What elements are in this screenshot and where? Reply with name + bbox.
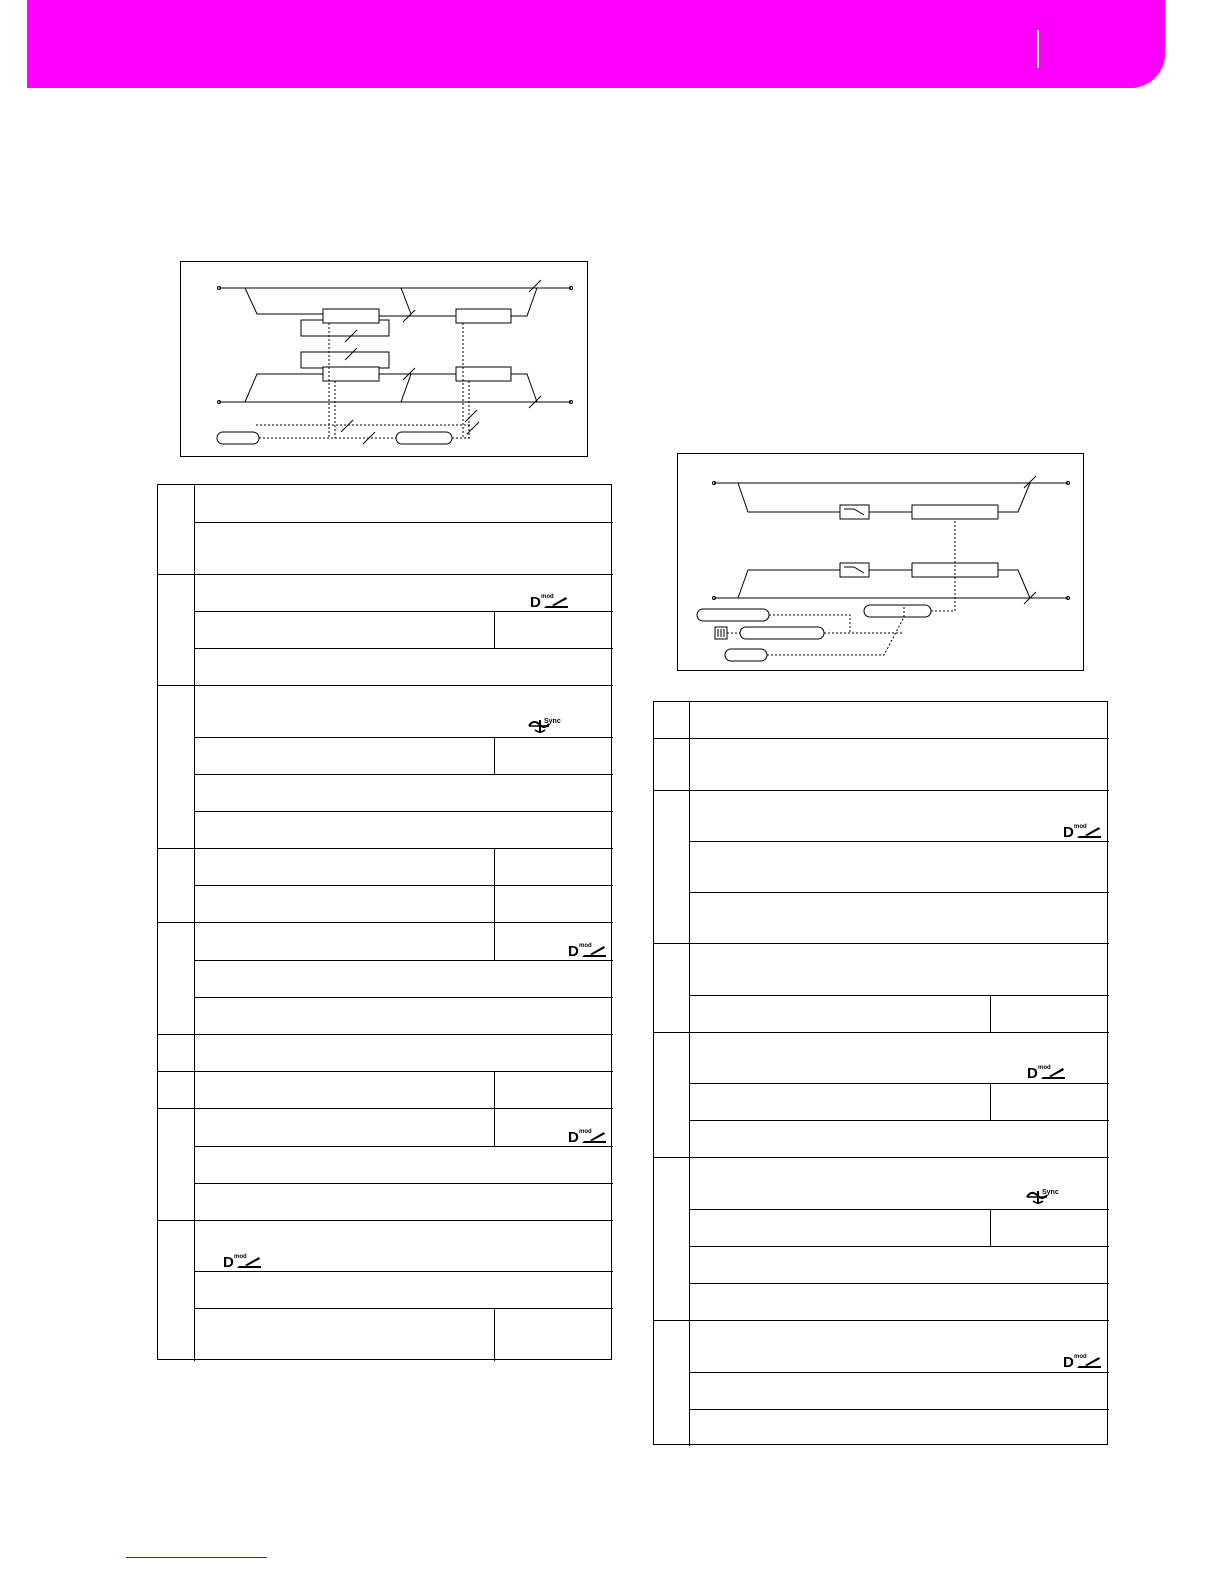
svg-text:mod: mod [1038, 1065, 1051, 1071]
d-mod-icon [223, 1251, 263, 1269]
left-table-group-separator [158, 922, 613, 923]
right-table-row-separator [689, 1209, 1109, 1210]
svg-text:D: D [1063, 824, 1074, 839]
left-table-value-divider [494, 611, 495, 648]
svg-text:D: D [530, 594, 541, 609]
left-table-row-separator [194, 1308, 613, 1309]
header-divider [1037, 30, 1039, 68]
right-table-row-separator [689, 1120, 1109, 1121]
left-table-value-divider [494, 737, 495, 774]
right-table-value-divider [990, 1209, 991, 1246]
left-table-group-separator [158, 1220, 613, 1221]
left-table-row-separator [194, 885, 613, 886]
left-table-group-separator [158, 848, 613, 849]
footer-link-underline[interactable] [126, 1557, 267, 1558]
svg-text:D: D [1063, 1354, 1074, 1369]
d-mod-icon [568, 940, 608, 958]
right-table-row-separator [689, 892, 1109, 893]
left-table-group-separator [158, 685, 613, 686]
left-table-row-separator [194, 522, 613, 523]
right-table-value-divider [990, 995, 991, 1032]
right-table-row-separator [689, 841, 1109, 842]
right-table-row-separator [689, 1283, 1109, 1284]
svg-text:mod: mod [541, 594, 554, 600]
d-mod-icon [1063, 1351, 1103, 1369]
right-table-row-separator [689, 1409, 1109, 1410]
left-table-row-separator [194, 997, 613, 998]
svg-text:D: D [223, 1254, 234, 1269]
left-diagram-svg [181, 262, 589, 458]
d-mod-icon [530, 591, 570, 609]
right-block-diagram [677, 453, 1084, 671]
right-table-row-separator [689, 995, 1109, 996]
left-block-diagram [180, 261, 588, 457]
left-table-row-separator [194, 648, 613, 649]
right-table-group-separator [654, 1032, 1109, 1033]
left-table-row-separator [194, 1271, 613, 1272]
sync-icon [1025, 1187, 1065, 1205]
right-table-group-separator [654, 738, 1109, 739]
d-mod-icon [1027, 1062, 1067, 1080]
svg-text:mod: mod [579, 943, 592, 949]
left-table-row-separator [194, 774, 613, 775]
right-table-row-separator [689, 1372, 1109, 1373]
page-header [27, 0, 1165, 88]
left-table-group-separator [158, 574, 613, 575]
right-table-value-divider [990, 1083, 991, 1120]
right-table-group-separator [654, 1157, 1109, 1158]
d-mod-icon [1063, 821, 1103, 839]
left-table-row-separator [194, 611, 613, 612]
left-table-row-separator [194, 1146, 613, 1147]
sync-icon [527, 716, 567, 734]
svg-text:mod: mod [579, 1129, 592, 1135]
svg-text:D: D [568, 1129, 579, 1144]
left-table-column-divider [194, 485, 195, 1361]
left-table-row-separator [194, 1183, 613, 1184]
left-table-row-separator [194, 960, 613, 961]
left-table-row-separator [194, 811, 613, 812]
svg-text:Sync: Sync [1042, 1189, 1059, 1196]
right-table-group-separator [654, 943, 1109, 944]
right-table-row-separator [689, 1083, 1109, 1084]
right-table-column-divider [689, 702, 690, 1446]
left-table-value-divider [494, 1308, 495, 1361]
right-table-group-separator [654, 1320, 1109, 1321]
left-table-value-divider [494, 922, 495, 960]
left-table-row-separator [194, 737, 613, 738]
svg-text:mod: mod [234, 1254, 247, 1260]
left-table-value-divider [494, 1071, 495, 1146]
right-table-group-separator [654, 790, 1109, 791]
right-table-row-separator [689, 1246, 1109, 1247]
d-mod-icon [568, 1126, 608, 1144]
svg-text:mod: mod [1074, 1354, 1087, 1360]
left-table-value-divider [494, 848, 495, 922]
svg-text:mod: mod [1074, 824, 1087, 830]
left-table-group-separator [158, 1108, 613, 1109]
left-parameter-table [157, 484, 612, 1360]
left-table-group-separator [158, 1034, 613, 1035]
right-diagram-svg [678, 454, 1085, 672]
svg-text:D: D [1027, 1065, 1038, 1080]
svg-text:Sync: Sync [544, 718, 561, 725]
left-table-group-separator [158, 1071, 613, 1072]
svg-text:D: D [568, 943, 579, 958]
